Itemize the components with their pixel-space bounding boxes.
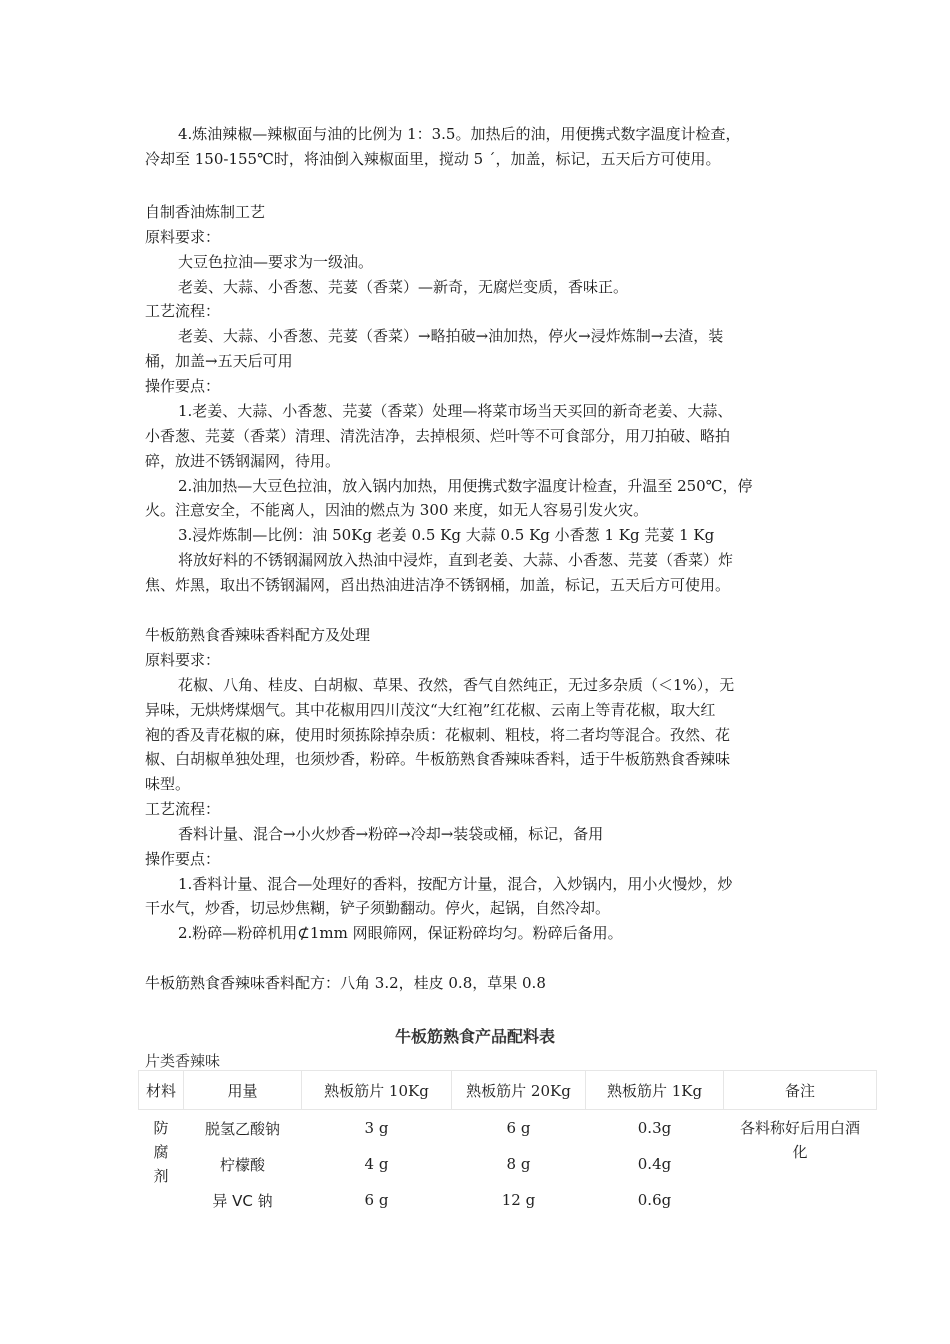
qty-10kg: 3 g — [364, 1119, 389, 1137]
text-line: 干水气，炒香，切忌炒焦糊，铲子须勤翻动。停火，起锅，自然冷却。 — [145, 899, 611, 917]
text-line: 大豆色拉油—要求为一级油。 — [178, 253, 374, 271]
text-line: 2.油加热—大豆色拉油，放入锅内加热，用便携式数字温度计检查，升温至 250℃，停 — [178, 477, 753, 495]
text-line: 原料要求： — [145, 651, 221, 669]
qty-20kg: 8 g — [506, 1155, 531, 1173]
text-line: 冷却至 150-155℃时，将油倒入辣椒面里，搅动 5 ˊ，加盖，标记，五天后方可使用。 — [145, 150, 721, 168]
text-line: 1.老姜、大蒜、小香葱、芫荽（香菜）处理—将菜市场当天买回的新奇老姜、大蒜、 — [178, 402, 733, 420]
note-line: 化 — [792, 1143, 808, 1161]
header-material: 材料 — [139, 1071, 184, 1110]
qty-10kg: 4 g — [364, 1155, 389, 1173]
table-subtitle: 片类香辣味 — [145, 1052, 221, 1070]
header-amount: 用量 — [184, 1071, 302, 1110]
text-line: 工艺流程： — [145, 302, 221, 320]
qty-20kg: 6 g — [506, 1119, 531, 1137]
group-label-preservative — [139, 1110, 184, 1219]
text-line: 操作要点： — [145, 850, 221, 868]
group-label-char: 剂 — [153, 1167, 169, 1185]
header-note: 备注 — [724, 1071, 877, 1110]
header-1kg: 熟板筋片 1Kg — [586, 1071, 724, 1110]
text-line: 原料要求： — [145, 228, 221, 246]
text-line: 将放好料的不锈钢漏网放入热油中浸炸，直到老姜、大蒜、小香葱、芫荽（香菜）炸 — [178, 551, 734, 569]
group-label-char: 腐 — [153, 1143, 169, 1161]
text-line: 2.粉碎—粉碎机用⊄1mm 网眼筛网，保证粉碎均匀。粉碎后备用。 — [178, 924, 623, 942]
text-line: 自制香油炼制工艺 — [145, 203, 266, 221]
text-line: 4.炼油辣椒—辣椒面与油的比例为 1：3.5。加热后的油，用便携式数字温度计检查， — [178, 125, 741, 143]
text-line: 牛板筋熟食香辣味香料配方：八角 3.2，桂皮 0.8，草果 0.8 — [145, 974, 546, 992]
qty-10kg: 6 g — [364, 1191, 389, 1209]
group-label-char: 防 — [153, 1119, 169, 1137]
table-row — [139, 1110, 877, 1147]
header-10kg: 熟板筋片 10Kg — [302, 1071, 452, 1110]
ingredient-name: 异 VC 钠 — [212, 1191, 273, 1210]
note-line: 各料称好后用白酒 — [739, 1119, 860, 1137]
text-line: 3.浸炸炼制—比例：油 50Kg 老姜 0.5 Kg 大蒜 0.5 Kg 小香葱 1 Kg 芫荽 1 Kg — [178, 526, 715, 544]
note-cell — [724, 1110, 877, 1219]
text-line: 香料计量、混合→小火炒香→粉碎→冷却→装袋或桶，标记，备用 — [178, 825, 604, 843]
text-line: 火。注意安全，不能离人，因油的燃点为 300 来度，如无人容易引发火灾。 — [145, 501, 649, 519]
text-line: 工艺流程： — [145, 800, 221, 818]
ingredient-table — [138, 1070, 877, 1218]
text-line: 操作要点： — [145, 377, 221, 395]
text-line: 椒、白胡椒单独处理，也须炒香，粉碎。牛板筋熟食香辣味香料，适于牛板筋熟食香辣味 — [145, 750, 731, 768]
text-line: 焦、炸黑，取出不锈钢漏网，舀出热油进洁净不锈钢桶，加盖，标记，五天后方可使用。 — [145, 576, 731, 594]
text-line: 桶，加盖→五天后可用 — [145, 352, 293, 370]
text-line: 异味，无烘烤煤烟气。其中花椒用四川茂汶“大红袍”红花椒、云南上等青花椒，取大红 — [145, 701, 716, 719]
table-header-row — [139, 1071, 877, 1110]
header-20kg: 熟板筋片 20Kg — [452, 1071, 586, 1110]
table-title: 牛板筋熟食产品配料表 — [394, 1027, 555, 1046]
text-line: 味型。 — [145, 775, 191, 793]
ingredient-name: 柠檬酸 — [219, 1155, 265, 1174]
text-line: 老姜、大蒜、小香葱、芫荽（香菜）→略拍破→油加热，停火→浸炸炼制→去渣，装 — [178, 327, 724, 345]
qty-1kg: 0.4g — [637, 1155, 672, 1173]
text-line: 袍的香及青花椒的麻，使用时须拣除掉杂质：花椒刺、粗枝，将二者均等混合。孜然、花 — [145, 726, 731, 744]
qty-20kg: 12 g — [501, 1191, 536, 1209]
qty-1kg: 0.6g — [637, 1191, 672, 1209]
text-line: 老姜、大蒜、小香葱、芫荽（香菜）—新奇，无腐烂变质，香味正。 — [178, 278, 629, 296]
text-line: 碎，放进不锈钢漏网，待用。 — [145, 452, 341, 470]
text-line: 小香葱、芫荽（香菜）清理、清洗洁净，去掉根须、烂叶等不可食部分，用刀拍破、略拍 — [145, 427, 731, 445]
ingredient-name: 脱氢乙酸钠 — [204, 1119, 280, 1138]
text-line: 1.香料计量、混合—处理好的香料，按配方计量，混合，入炒锅内，用小火慢炒，炒 — [178, 875, 733, 893]
text-line: 花椒、八角、桂皮、白胡椒、草果、孜然，香气自然纯正，无过多杂质（＜1%），无 — [178, 676, 735, 694]
text-line: 牛板筋熟食香辣味香料配方及处理 — [145, 626, 371, 644]
qty-1kg: 0.3g — [637, 1119, 672, 1137]
